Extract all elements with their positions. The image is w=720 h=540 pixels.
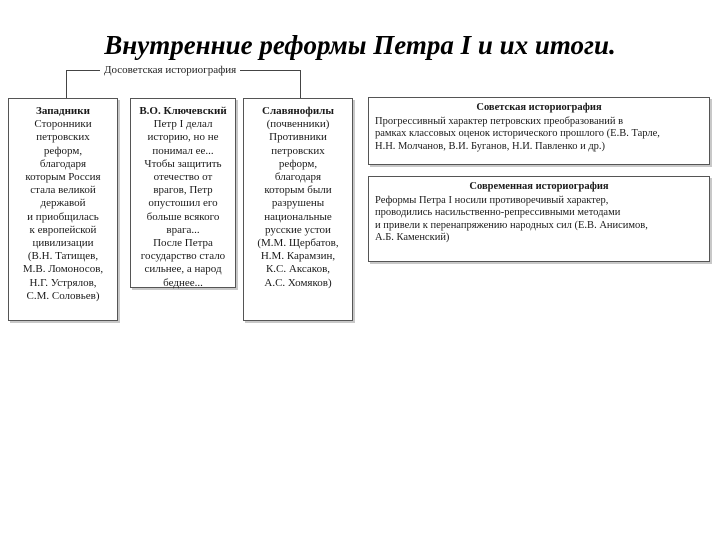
- slavophiles-heading: Славянофилы: [262, 105, 334, 117]
- westerners-line: (В.Н. Татищев,: [27, 250, 99, 263]
- westerners-heading: Западники: [36, 105, 90, 117]
- slavophiles-line: петровских: [271, 144, 325, 157]
- slavophiles-line: разрушены: [271, 197, 325, 210]
- slavophiles-line: русские устои: [265, 223, 331, 236]
- kluchevsky-line: государство стало: [140, 250, 226, 263]
- westerners-line: к европейской: [29, 223, 97, 236]
- kluchevsky-heading: В.О. Ключевский: [139, 105, 227, 117]
- kluchevsky-line: больше всякого: [146, 210, 220, 223]
- kluchevsky-box: [130, 98, 236, 288]
- kluchevsky-line: врага...: [166, 223, 200, 236]
- westerners-line: Н.Г. Устрялов,: [29, 276, 97, 289]
- westerners-box: [8, 98, 118, 321]
- soviet-heading: Советская историография: [476, 102, 602, 113]
- slavophiles-line: (М.М. Щербатов,: [257, 237, 339, 250]
- soviet-line: Прогрессивный характер петровских преобразований в: [375, 116, 624, 128]
- kluchevsky-line: Чтобы защитить: [144, 157, 222, 170]
- westerners-line: петровских: [36, 131, 90, 144]
- westerners-line: цивилизации: [32, 237, 94, 250]
- modern-line: и привели к перенапряжению народных сил (Е.В. Анисимов,: [375, 219, 648, 231]
- westerners-line: державой: [40, 197, 86, 210]
- slide-title: Внутренние реформы Петра I и их итоги.: [104, 30, 616, 60]
- westerners-line: С.М. Соловьев): [26, 289, 100, 302]
- slavophiles-line: (почвенники): [266, 118, 330, 131]
- soviet-line: рамках классовых оценок исторического прошлого (Е.В. Тарле,: [375, 128, 660, 140]
- soviet-line: Н.Н. Молчанов, В.И. Буганов, Н.И. Павленко и др.): [375, 140, 606, 152]
- slavophiles-line: А.С. Хомяков): [264, 276, 332, 289]
- kluchevsky-line: историю, но не: [147, 131, 219, 144]
- modern-line: А.Б. Каменский): [375, 231, 450, 243]
- slavophiles-line: К.С. Аксаков,: [265, 263, 331, 276]
- modern-historiography-box: [368, 176, 710, 262]
- slavophiles-line: Противники: [269, 131, 327, 144]
- soviet-historiography-box: [368, 97, 710, 165]
- slavophiles-box: [243, 98, 353, 321]
- kluchevsky-line: понимал ее...: [152, 144, 214, 157]
- westerners-line: которым Россия: [25, 171, 101, 184]
- westerners-line: благодаря: [39, 157, 87, 170]
- kluchevsky-line: После Петра: [153, 237, 213, 250]
- westerners-line: и приобщилась: [27, 210, 99, 223]
- slavophiles-line: благодаря: [274, 171, 322, 184]
- slavophiles-line: Н.М. Карамзин,: [260, 250, 336, 263]
- kluchevsky-line: Петр I делал: [153, 118, 213, 131]
- kluchevsky-line: беднее...: [163, 276, 203, 289]
- westerners-line: М.В. Ломоносов,: [22, 263, 104, 276]
- slavophiles-line: реформ,: [278, 157, 318, 170]
- kluchevsky-line: врагов, Петр: [153, 184, 213, 197]
- kluchevsky-line: отечество от: [153, 171, 213, 184]
- slavophiles-line: национальные: [264, 210, 332, 223]
- westerners-line: Сторонники: [34, 118, 92, 131]
- modern-line: Реформы Петра I носили противоречивый характер,: [375, 195, 609, 207]
- pre-soviet-label: Досоветская историография: [100, 64, 240, 76]
- kluchevsky-line: сильнее, а народ: [144, 263, 222, 276]
- kluchevsky-line: опустошил его: [148, 197, 218, 210]
- modern-line: проводились насильственно-репрессивными методами: [375, 207, 621, 219]
- slavophiles-line: которым были: [264, 184, 332, 197]
- modern-heading: Современная историография: [469, 181, 609, 192]
- westerners-line: реформ,: [43, 144, 83, 157]
- westerners-line: стала великой: [30, 184, 96, 197]
